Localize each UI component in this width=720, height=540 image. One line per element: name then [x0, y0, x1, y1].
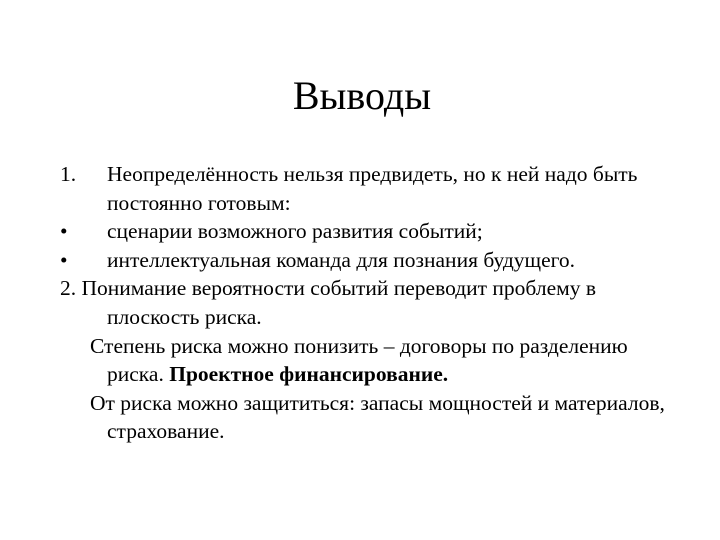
- paragraph-risk-protection: [60, 389, 680, 446]
- bullet-text: интеллектуальная команда для познания будущего.: [107, 247, 576, 272]
- paragraph-text: От риска можно защититься: запасы мощностей и материалов, страхование.: [90, 390, 665, 444]
- bullet-item-1: [60, 217, 680, 246]
- slide-body: [60, 160, 680, 446]
- item-text: Неопределённость нельзя предвидеть, но к ней надо быть постоянно готовым:: [107, 162, 638, 215]
- numbered-item-2: 2. Понимание вероятности событий переводит проблему в плоскость риска.: [60, 276, 596, 329]
- bullet-item-2: [60, 246, 680, 275]
- numbered-item-1: [60, 160, 680, 217]
- bullet-icon: •: [60, 247, 68, 272]
- slide-title: Выводы: [292, 73, 432, 118]
- bullet-text: сценарии возможного развития событий;: [107, 219, 483, 244]
- item-number: 1.: [60, 162, 77, 186]
- paragraph-bold-text: Проектное финансирование.: [169, 362, 449, 387]
- bullet-icon: •: [60, 219, 68, 244]
- paragraph-risk-reduction: [60, 332, 680, 389]
- paragraph-text: Степень риска можно понизить – договоры по разделению риска.: [90, 333, 628, 387]
